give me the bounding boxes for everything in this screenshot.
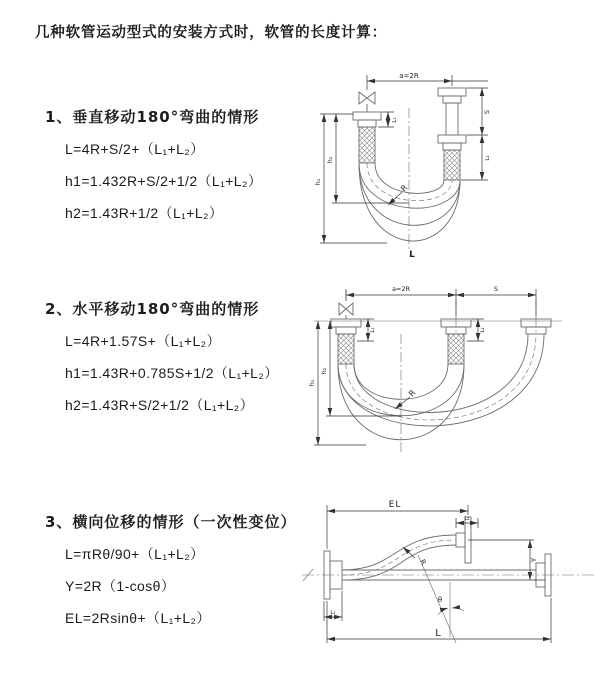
u-bend-curves xyxy=(338,334,544,440)
dim-label-y: Y xyxy=(530,557,538,563)
displaced-hose xyxy=(342,535,456,580)
hose-drawing xyxy=(353,88,466,250)
dim-label-r: R xyxy=(418,558,428,567)
dim-label-h2: h₂ xyxy=(326,156,334,164)
hose-drawing xyxy=(302,517,594,643)
dim-label-l2: L₂ xyxy=(480,327,486,333)
dim-label-l1: L₁ xyxy=(370,327,376,333)
formula-L: L=4R+1.57S+（L₁+L₂） xyxy=(65,333,221,349)
dimension-lines xyxy=(320,75,488,243)
dim-label-r: R xyxy=(399,183,410,194)
dimension-lines xyxy=(314,289,536,445)
diagram-vertical-180-bend xyxy=(312,68,595,260)
valve-icon xyxy=(359,92,375,112)
dim-label-s: S xyxy=(493,285,499,293)
dim-label-l: L xyxy=(435,628,441,639)
hose-drawing xyxy=(314,291,562,455)
formula-h1: h1=1.43R+0.785S+1/2（L₁+L₂） xyxy=(65,365,279,381)
page-title: 几种软管运动型式的安装方式时，软管的长度计算： xyxy=(35,25,387,41)
diagram-lateral-displacement xyxy=(298,497,600,655)
dimension-labels xyxy=(330,500,538,639)
hose-braid-mid xyxy=(448,334,464,364)
dimension-lines xyxy=(324,505,551,643)
right-pipe-flanges xyxy=(438,88,466,150)
section-2-heading: 2、水平移动180°弯曲的情形 xyxy=(45,300,260,318)
dim-label-l1: L₁ xyxy=(330,610,336,616)
dim-label-s: S xyxy=(483,109,491,115)
section-1-heading: 1、垂直移动180°弯曲的情形 xyxy=(45,108,260,126)
hose-braid-left xyxy=(338,334,354,364)
section-horizontal-bend xyxy=(45,298,279,415)
formula-L: L=πRθ/90+（L₁+L₂） xyxy=(65,546,205,562)
valve-icon xyxy=(339,303,353,319)
hose-braid-right xyxy=(444,150,460,180)
dim-label-h1: h₁ xyxy=(308,379,316,387)
dim-label-l2: L₂ xyxy=(485,155,491,161)
section-3-formulas xyxy=(45,544,296,628)
formula-h1: h1=1.432R+S/2+1/2（L₁+L₂） xyxy=(65,173,263,189)
dim-label-r: R xyxy=(407,388,418,399)
section-lateral-displacement xyxy=(45,511,296,628)
formula-EL: EL=2Rsinθ+（L₁+L₂） xyxy=(65,610,211,626)
formula-L: L=4R+S/2+（L₁+L₂） xyxy=(65,141,205,157)
dimension-labels xyxy=(314,72,491,260)
formula-h2: h2=1.43R+S/2+1/2（L₁+L₂） xyxy=(65,397,255,413)
dim-label-el: EL xyxy=(388,500,402,510)
dim-label-a2r: a=2R xyxy=(391,285,411,293)
hose-braid-left xyxy=(359,127,375,163)
formula-h2: h2=1.43R+1/2（L₁+L₂） xyxy=(65,205,224,221)
section-2-formulas xyxy=(45,331,279,415)
formula-Y: Y=2R（1-cosθ） xyxy=(65,578,176,594)
left-pipe-flanges xyxy=(353,112,381,127)
centerlines xyxy=(346,291,536,455)
dim-label-l1: L₁ xyxy=(392,117,398,123)
dim-label-h1: h₁ xyxy=(314,178,322,186)
dim-label-a2r: a=2R xyxy=(399,72,419,80)
dim-label-h2: h₂ xyxy=(320,367,328,375)
section-1-formulas xyxy=(45,139,262,223)
section-vertical-bend xyxy=(45,106,262,223)
dim-label-theta: θ xyxy=(437,596,443,604)
dimension-labels xyxy=(308,285,498,398)
dim-label-l: L xyxy=(409,250,415,260)
diagram-horizontal-180-bend xyxy=(306,283,600,463)
section-3-heading: 3、横向位移的情形（一次性变位） xyxy=(45,513,297,531)
dim-label-l2: L₂ xyxy=(464,516,470,522)
